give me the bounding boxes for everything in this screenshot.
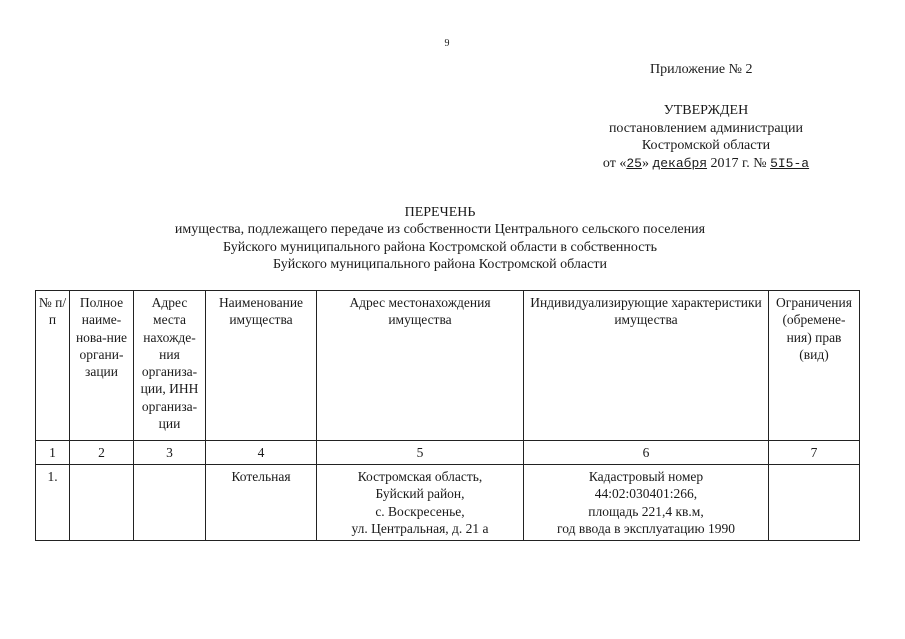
property-table <box>35 290 860 541</box>
column-header: Адрес места нахожде-ния организа-ции, ИНН организа-ции <box>134 291 206 441</box>
table-header-row <box>36 291 860 441</box>
column-number: 7 <box>769 441 860 465</box>
row-number: 1. <box>36 465 70 541</box>
column-number: 1 <box>36 441 70 465</box>
property-name-cell: Котельная <box>206 465 317 541</box>
approval-day: 25 <box>626 155 642 171</box>
approval-heading: УТВЕРЖДЕН <box>663 103 749 118</box>
column-header: № п/п <box>36 291 70 441</box>
approval-line-2: Костромской области <box>641 138 771 153</box>
address-line: Костромская область, <box>357 469 483 484</box>
column-header: Наименование имущества <box>206 291 317 441</box>
date-prefix: от « <box>602 155 627 171</box>
org-address-cell <box>134 465 206 541</box>
column-header: Индивидуализирующие характеристики имущества <box>524 291 769 441</box>
date-suffix: 2017 г. № <box>710 155 767 171</box>
column-number: 5 <box>317 441 524 465</box>
column-header: Полное наиме-нова-ние органи-зации <box>70 291 134 441</box>
page-number: 9 <box>444 38 450 49</box>
characteristics-line: год ввода в эксплуатацию 1990 <box>557 520 735 536</box>
title-line-3: Буйского муниципального района Костромской области <box>273 256 607 272</box>
approval-line-1: постановлением администрации <box>608 120 804 136</box>
address-line: Буйский район, <box>375 486 465 502</box>
title-line-2: Буйского муниципального района Костромской области в собственность <box>223 239 657 255</box>
column-number: 4 <box>206 441 317 465</box>
characteristics-line: площадь 221,4 кв.м, <box>588 503 704 519</box>
address-line: ул. Центральная, д. 21 а <box>351 520 489 536</box>
org-name-cell <box>70 465 134 541</box>
address-line: с. Воскресенье, <box>375 503 465 519</box>
approval-number: 5I5-а <box>770 155 810 171</box>
characteristics-line: 44:02:030401:266, <box>594 486 698 502</box>
table-row <box>36 465 860 541</box>
column-number: 3 <box>134 441 206 465</box>
document-title <box>120 204 760 273</box>
column-header: Ограничения (обремене-ния) прав (вид) <box>769 291 860 441</box>
title-line-1: имущества, подлежащего передаче из собственности Центрального сельского поселения <box>174 222 706 238</box>
appendix-label: Приложение № 2 <box>650 62 753 77</box>
approval-block <box>560 102 852 172</box>
approval-month: декабря <box>652 155 708 171</box>
restrictions-cell <box>769 465 860 541</box>
characteristics-line: Кадастровый номер <box>588 469 704 484</box>
column-number: 6 <box>524 441 769 465</box>
characteristics-cell <box>524 465 769 541</box>
column-number: 2 <box>70 441 134 465</box>
date-mid: » <box>641 155 649 171</box>
column-header: Адрес местонахождения имущества <box>317 291 524 441</box>
approval-date-line <box>560 155 852 173</box>
property-address-cell <box>317 465 524 541</box>
column-number-row <box>36 441 860 465</box>
title-heading: ПЕРЕЧЕНЬ <box>404 205 476 220</box>
